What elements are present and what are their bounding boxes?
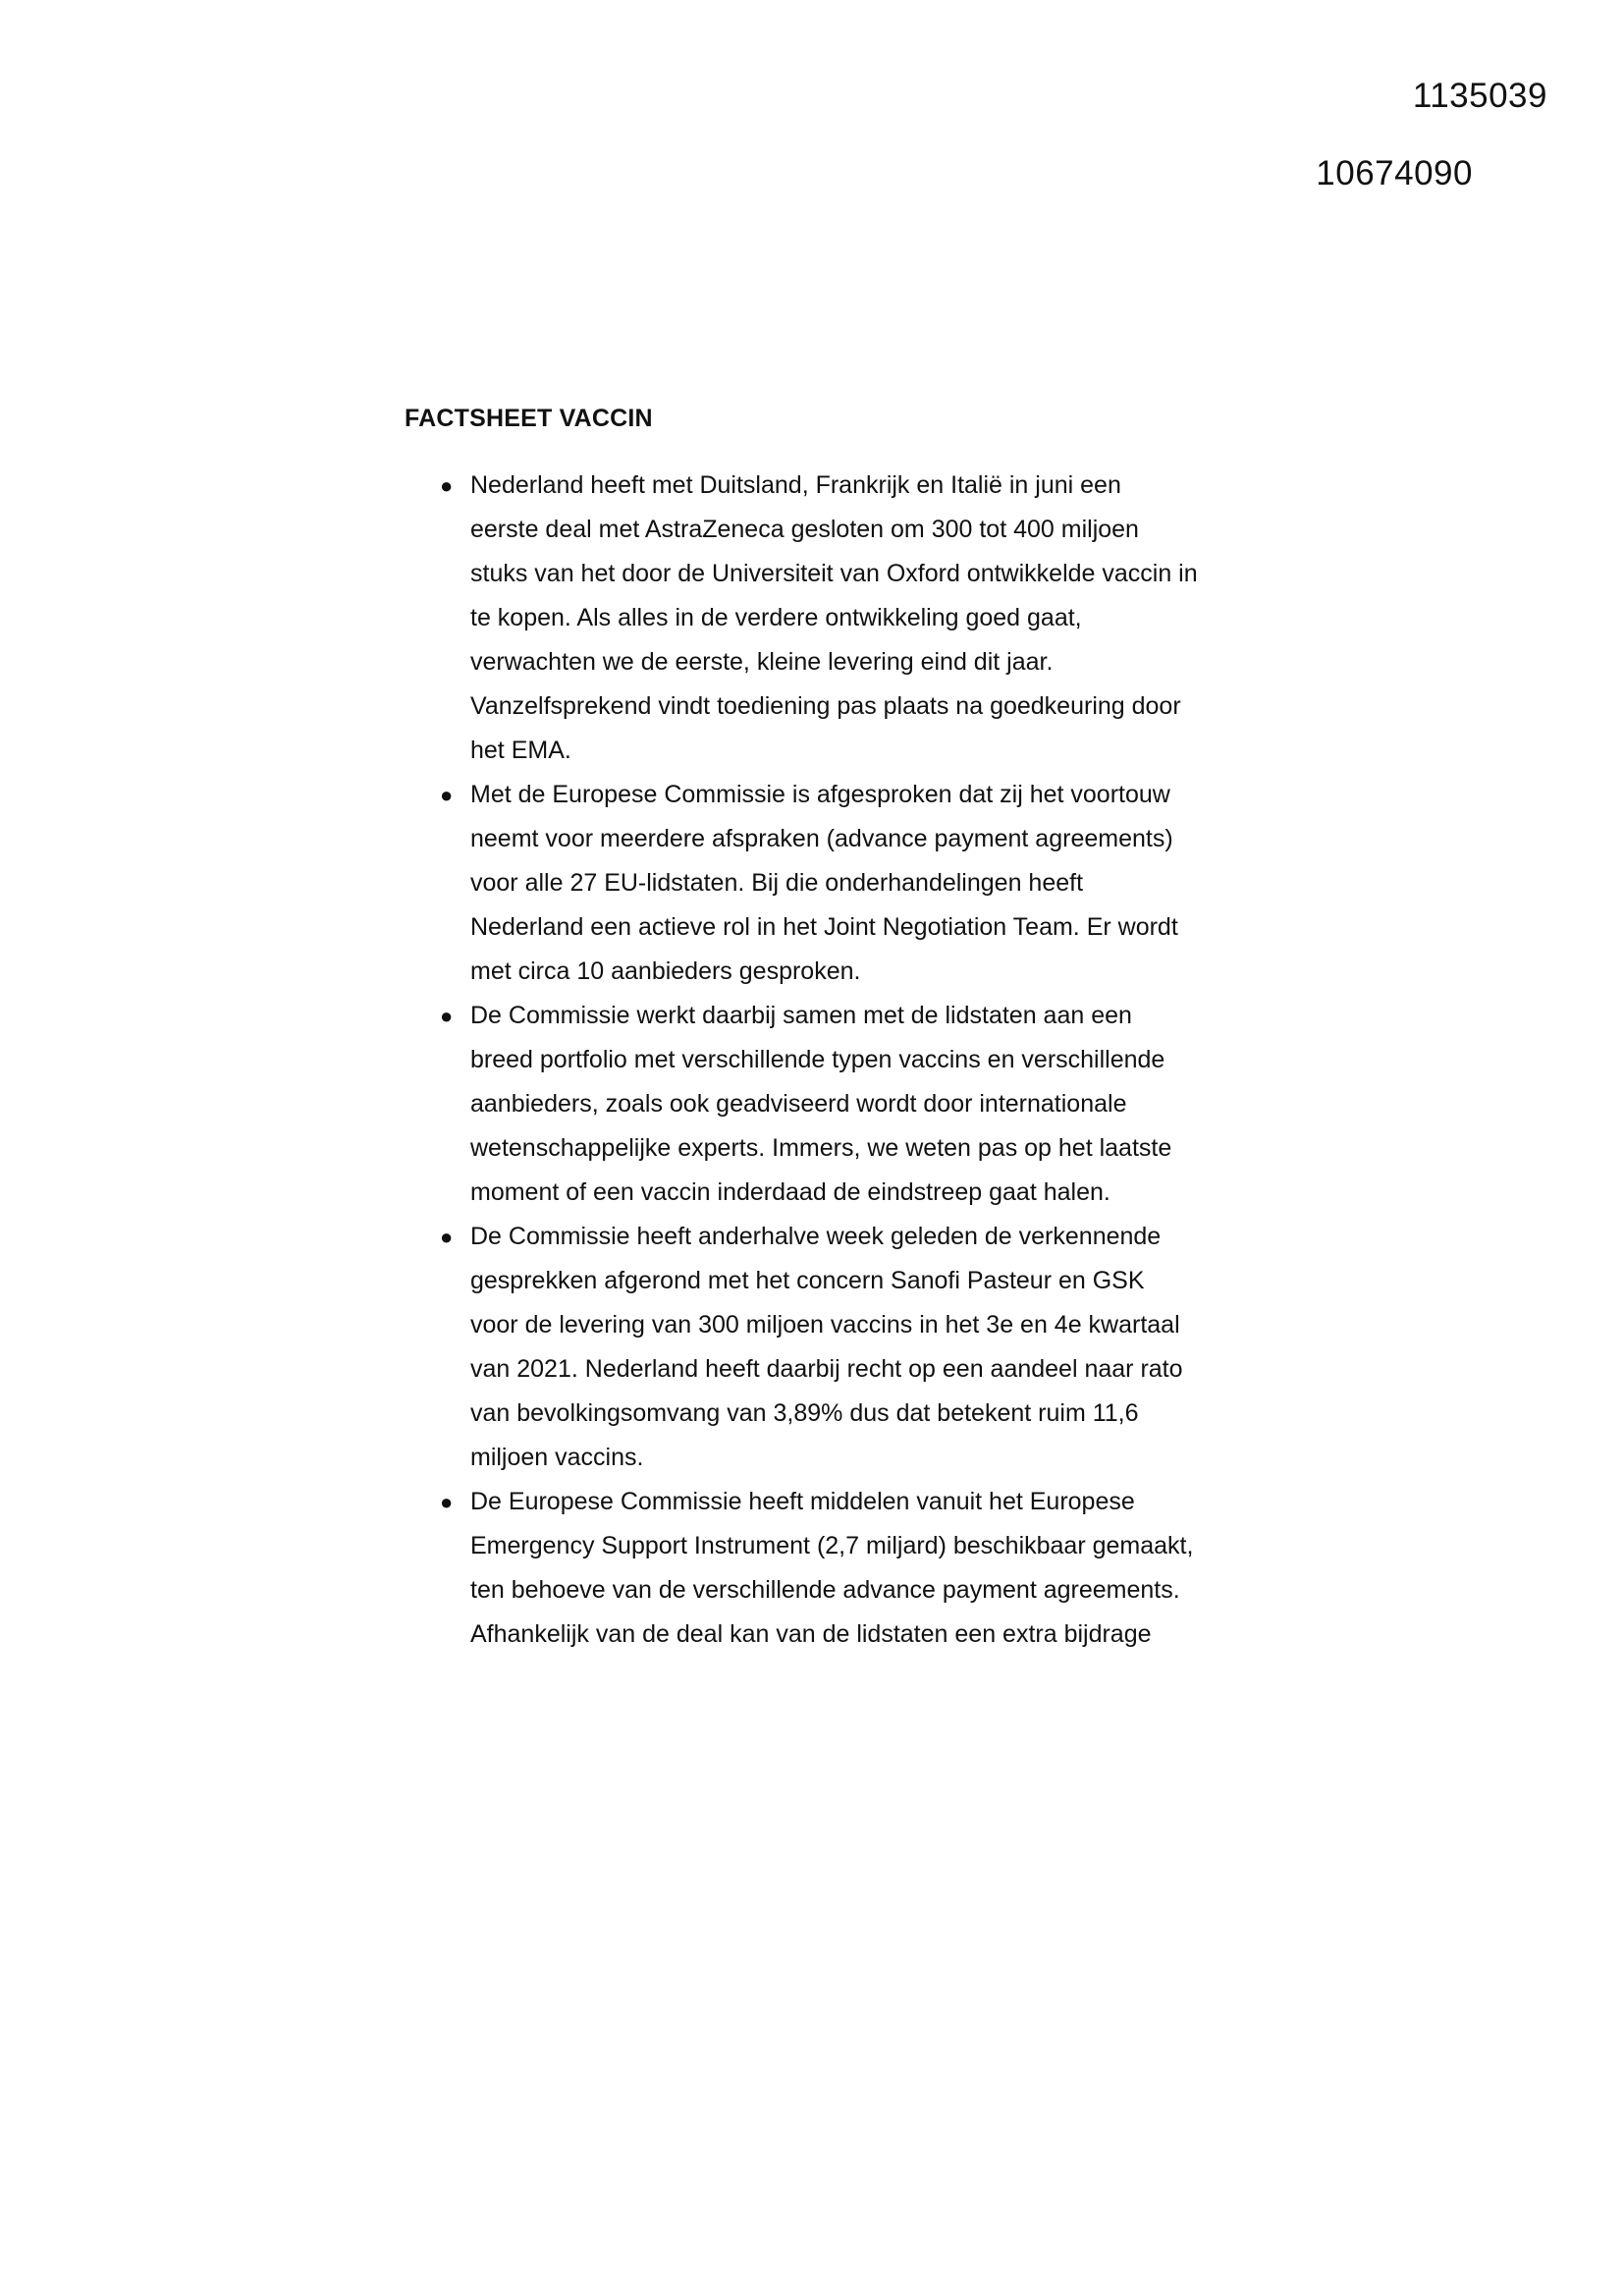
bullet-item [405,1480,1249,1657]
bullet-line: miljoen vaccins. [470,1444,644,1471]
bullet-line: neemt voor meerdere afspraken (advance payment agreements) [470,825,1173,852]
document-number-second: 10674090 [1316,154,1473,192]
bullet-line: moment of een vaccin inderdaad de eindstreep gaat halen. [470,1178,1110,1206]
bullet-dot-icon: ● [440,783,454,807]
bullet-line: wetenschappelijke experts. Immers, we weten pas op het laatste [470,1134,1172,1162]
bullet-line: eerste deal met AstraZeneca gesloten om 300 tot 400 miljoen [470,516,1139,543]
bullet-line: Vanzelfsprekend vindt toediening pas plaats na goedkeuring door [470,692,1181,720]
bullet-line: van bevolkingsomvang van 3,89% dus dat betekent ruim 11,6 [470,1399,1139,1427]
bullet-line: voor de levering van 300 miljoen vaccins in het 3e en 4e kwartaal [470,1311,1180,1339]
bullet-dot-icon: ● [440,473,454,498]
bullet-dot-icon: ● [440,1004,454,1028]
bullet-line: voor alle 27 EU-lidstaten. Bij die onderhandelingen heeft [470,869,1084,897]
page-title: FACTSHEET VACCIN [405,405,653,432]
bullet-line: te kopen. Als alles in de verdere ontwikkeling goed gaat, [470,604,1082,631]
bullet-item [405,1215,1249,1480]
document-number-top: 1135039 [1412,77,1547,115]
bullet-line: ten behoeve van de verschillende advance payment agreements. [470,1576,1180,1604]
bullet-line: stuks van het door de Universiteit van Oxford ontwikkelde vaccin in [470,560,1198,587]
bullet-line: met circa 10 aanbieders gesproken. [470,957,861,985]
bullet-line: verwachten we de eerste, kleine levering eind dit jaar. [470,648,1054,676]
bullet-line: De Europese Commissie heeft middelen vanuit het Europese [470,1488,1135,1515]
bullet-list [405,464,1249,1657]
bullet-line: De Commissie heeft anderhalve week geleden de verkennende [470,1223,1162,1250]
bullet-line: breed portfolio met verschillende typen vaccins en verschillende [470,1046,1165,1073]
bullet-item [405,994,1249,1215]
bullet-line: het EMA. [470,737,571,764]
bullet-line: De Commissie werkt daarbij samen met de lidstaten aan een [470,1002,1132,1029]
bullet-line: Nederland een actieve rol in het Joint Negotiation Team. Er wordt [470,913,1178,941]
bullet-dot-icon: ● [440,1225,454,1249]
bullet-dot-icon: ● [440,1490,454,1514]
bullet-line: van 2021. Nederland heeft daarbij recht op een aandeel naar rato [470,1355,1183,1383]
bullet-line: gesprekken afgerond met het concern Sanofi Pasteur en GSK [470,1267,1145,1294]
bullet-item [405,773,1249,994]
bullet-item [405,464,1249,773]
bullet-line: aanbieders, zoals ook geadviseerd wordt door internationale [470,1090,1127,1118]
bullet-line: Met de Europese Commissie is afgesproken dat zij het voortouw [470,781,1170,808]
bullet-line: Emergency Support Instrument (2,7 miljard) beschikbaar gemaakt, [470,1532,1194,1559]
bullet-line: Nederland heeft met Duitsland, Frankrijk en Italië in juni een [470,471,1121,499]
bullet-line: Afhankelijk van de deal kan van de lidstaten een extra bijdrage [470,1620,1152,1648]
